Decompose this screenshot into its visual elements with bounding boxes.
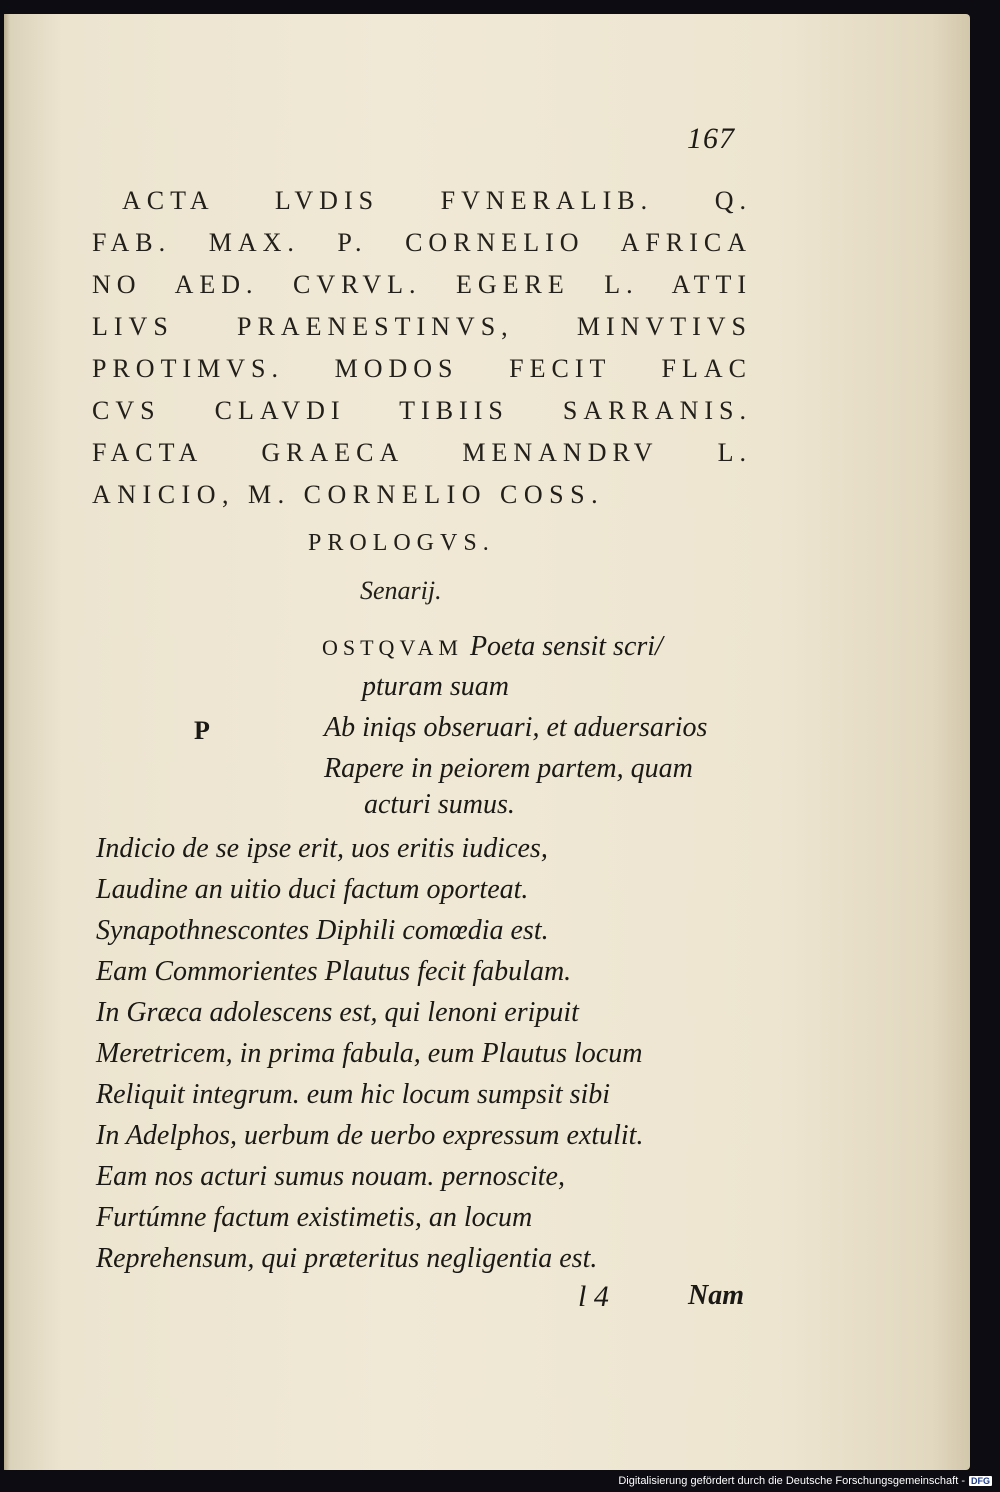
prologue-title: PROLOGVS. [308, 530, 495, 556]
digitization-footer [618, 1474, 992, 1488]
heading-line: LIVS PRAENESTINVS, MINVTIVS [92, 312, 752, 341]
verse-line: Meretricem, in prima fabula, eum Plautus locum [96, 1038, 643, 1069]
verse-continuation: acturi sumus. [364, 789, 515, 820]
verse-line: Indicio de se ipse erit, uos eritis iudices, [96, 833, 548, 864]
verse-line: Rapere in peiorem partem, quam [324, 753, 693, 784]
footer-text: Digitalisierung gefördert durch die Deutsche Forschungsgemeinschaft - [618, 1475, 965, 1487]
title-heading [92, 180, 752, 516]
heading-line: ANICIO, M. CORNELIO COSS. [92, 480, 605, 509]
verse-line: In Adelphos, uerbum de uerbo expressum extulit. [96, 1120, 644, 1151]
verse-continuation: pturam suam [362, 671, 510, 702]
opening-small-caps: OSTQVAM [322, 635, 463, 660]
catchword: Nam [688, 1280, 744, 1311]
page-gutter-shadow [4, 14, 10, 1470]
heading-line: FAB. MAX. P. CORNELIO AFRICA [92, 228, 752, 257]
initial-letter: P [194, 716, 210, 745]
dfg-logo: DFG [971, 1476, 990, 1486]
verse-block [96, 828, 643, 1279]
verse-line: Eam nos acturi sumus nouam. pernoscite, [96, 1161, 565, 1192]
verse-line: Eam Commorientes Plautus fecit fabulam. [96, 956, 572, 987]
heading-line: ACTA LVDIS FVNERALIB. Q. [122, 186, 752, 215]
heading-line: FACTA GRAECA MENANDRV L. [92, 438, 752, 467]
signature-mark: l 4 [578, 1280, 609, 1313]
page-number: 167 [687, 122, 735, 155]
meter-label: Senarij. [360, 576, 442, 605]
book-page [4, 14, 970, 1470]
verse-line: In Græca adolescens est, qui lenoni eripuit [96, 997, 579, 1028]
verse-line: Furtúmne factum existimetis, an locum [96, 1202, 533, 1233]
heading-line: PROTIMVS. MODOS FECIT FLAC [92, 354, 752, 383]
verse-line: Reprehensum, qui præteritus negligentia est. [96, 1243, 598, 1274]
opening-verse-text: Poeta sensit scri/ [462, 631, 663, 662]
verse-line: Reliquit integrum. eum hic locum sumpsit sibi [96, 1079, 611, 1110]
verse-line: Laudine an uitio duci factum oporteat. [96, 874, 529, 905]
heading-line: CVS CLAVDI TIBIIS SARRANIS. [92, 396, 752, 425]
verse-line: Synapothnescontes Diphili comœdia est. [96, 915, 549, 946]
opening-verse [322, 626, 663, 668]
heading-line: NO AED. CVRVL. EGERE L. ATTI [92, 270, 752, 299]
verse-line: Ab iniqs obseruari, et aduersarios [324, 712, 708, 743]
